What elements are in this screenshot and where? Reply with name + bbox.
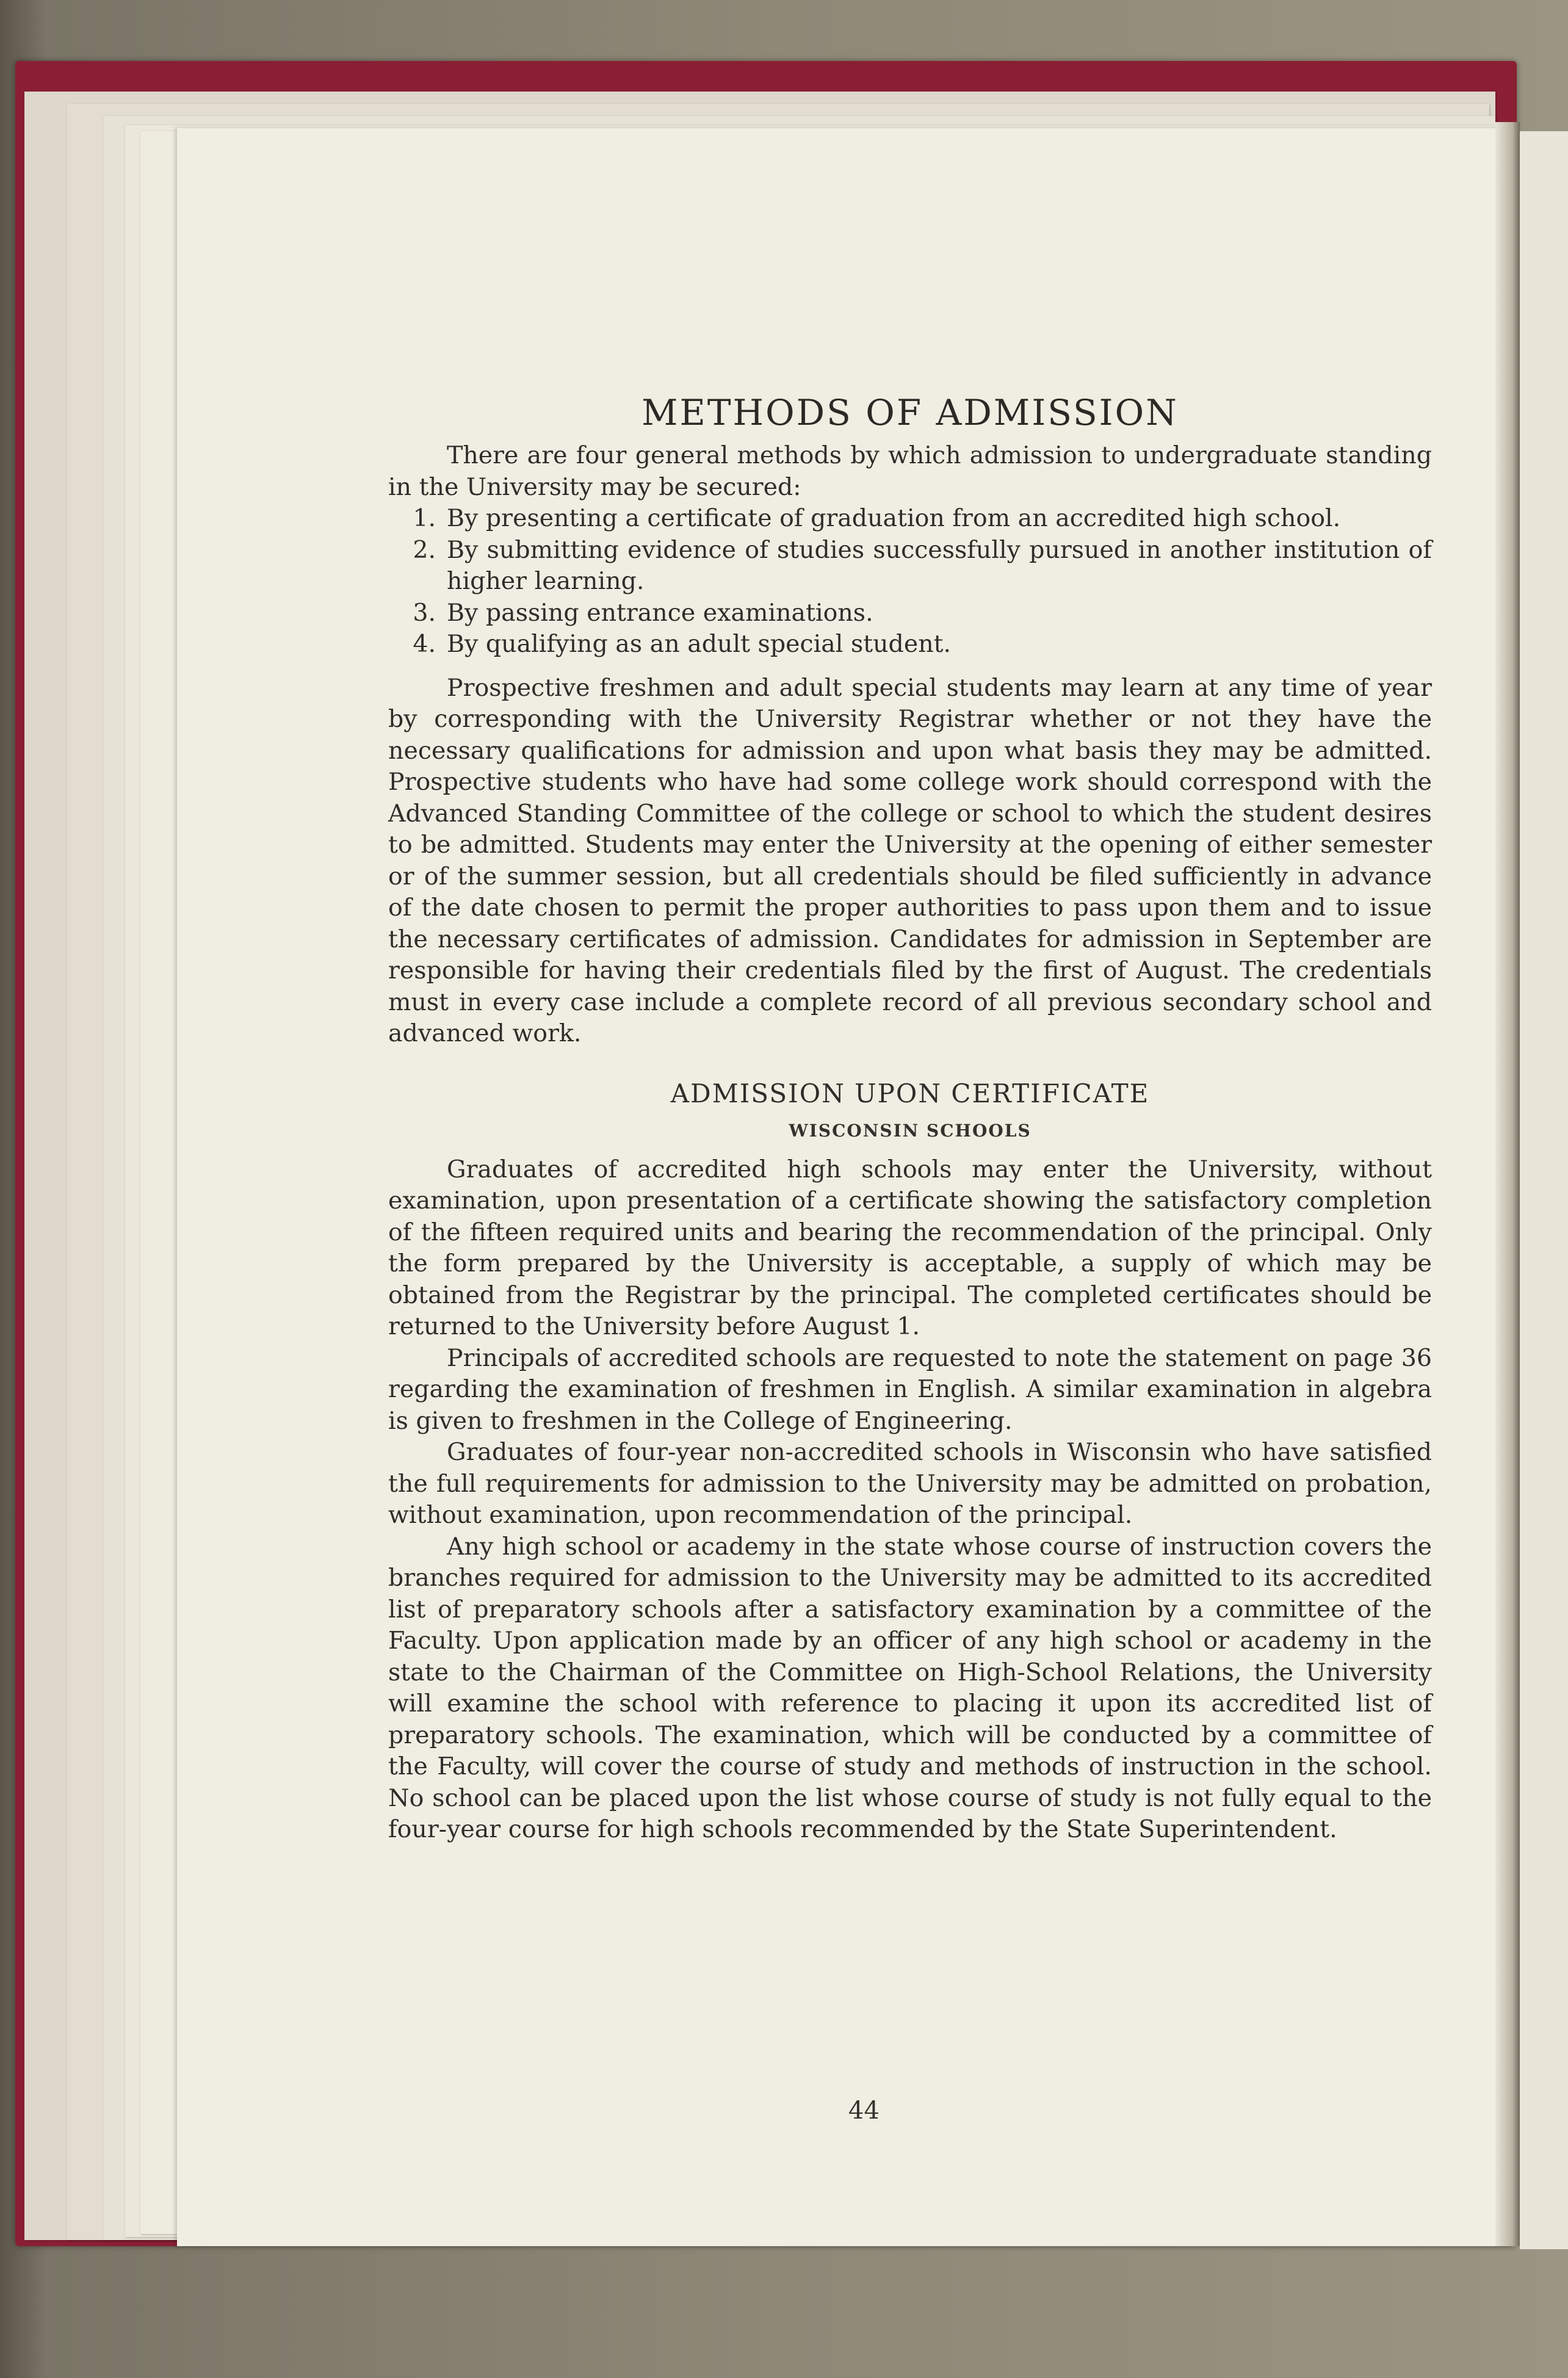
list-number: 2. bbox=[413, 535, 436, 564]
facing-page-edge bbox=[1520, 131, 1568, 2249]
list-number: 1. bbox=[413, 504, 436, 532]
section-heading: ADMISSION UPON CERTIFICATE bbox=[670, 1078, 1150, 1108]
list-item bbox=[388, 598, 1432, 629]
body-paragraph: Any high school or academy in the state whose course of instruction covers the branches required for admission to the University may be admitted to its accredited list of preparatory schools after a satisfactory examination by a committee of the Faculty. Upon application made by an officer of any high school or academy in the state to the Chairman of the Committee on High-School Relations, the University will examine the school with reference to placing it upon its accredited list of preparatory schools. The examination, which will be conducted by a committee of the Faculty, will cover the course of study and methods of instruction in the school. No school can be placed upon the list whose course of study is not fully equal to the four-year course for high schools recommended by the State Superintendent. bbox=[388, 1532, 1432, 1843]
intro-paragraph: There are four general methods by which admission to undergraduate standing in the University may be secured: bbox=[388, 441, 1432, 501]
book-gutter bbox=[1495, 122, 1520, 2246]
list-text: By qualifying as an adult special student. bbox=[447, 630, 952, 658]
body-paragraph: Graduates of accredited high schools may enter the University, without examination, upon presentation of a certificate showing the satisfactory completion of the fifteen required units and bearing the recommendation of the principal. Only the form prepared by the University is acceptable, a supply of which may be obtained from the Registrar by the principal. The completed certificates should be returned to the University before August 1. bbox=[388, 1155, 1432, 1340]
list-text: By passing entrance examinations. bbox=[447, 598, 873, 627]
list-item bbox=[388, 629, 1432, 660]
body-paragraph: Principals of accredited schools are requested to note the statement on page 36 regarding the examination of freshmen in English. A similar examination in algebra is given to freshmen in the College of Engineering. bbox=[388, 1343, 1432, 1435]
list-text: By submitting evidence of studies successfully pursued in another institution of higher learning. bbox=[447, 535, 1432, 595]
list-number: 3. bbox=[413, 598, 436, 627]
list-text: By presenting a certificate of graduation from an accredited high school. bbox=[447, 504, 1341, 532]
methods-list bbox=[388, 503, 1432, 660]
page-number: 44 bbox=[848, 2097, 880, 2125]
body-paragraph: Graduates of four-year non-accredited schools in Wisconsin who have satisfied the full requirements for admission to the University may be admitted on probation, without examination, upon recommendation of the principal. bbox=[388, 1438, 1432, 1529]
subsection-heading: WISCONSIN SCHOOLS bbox=[789, 1121, 1031, 1141]
list-item bbox=[388, 503, 1432, 535]
list-item bbox=[388, 535, 1432, 598]
prospective-paragraph: Prospective freshmen and adult special students may learn at any time of year by corresponding with the University Registrar whether or not they have the necessary qualifications for admission and upon what basis they may be admitted. Prospective students who have had some college work should correspond with the Advanced Standing Committee of the college or school to which the student desires to be admitted. Students may enter the University at the opening of either semester or of the summer session, but all credentials should be filed sufficiently in advance of the date chosen to permit the proper authorities to pass upon them and to issue the necessary certificates of admission. Candidates for admission in September are responsible for having their credentials filed by the first of August. The credentials must in every case include a complete record of all previous secondary school and advanced work. bbox=[388, 673, 1432, 1047]
list-number: 4. bbox=[413, 630, 436, 658]
page-title: METHODS OF ADMISSION bbox=[641, 392, 1179, 433]
page-content bbox=[388, 394, 1432, 1846]
